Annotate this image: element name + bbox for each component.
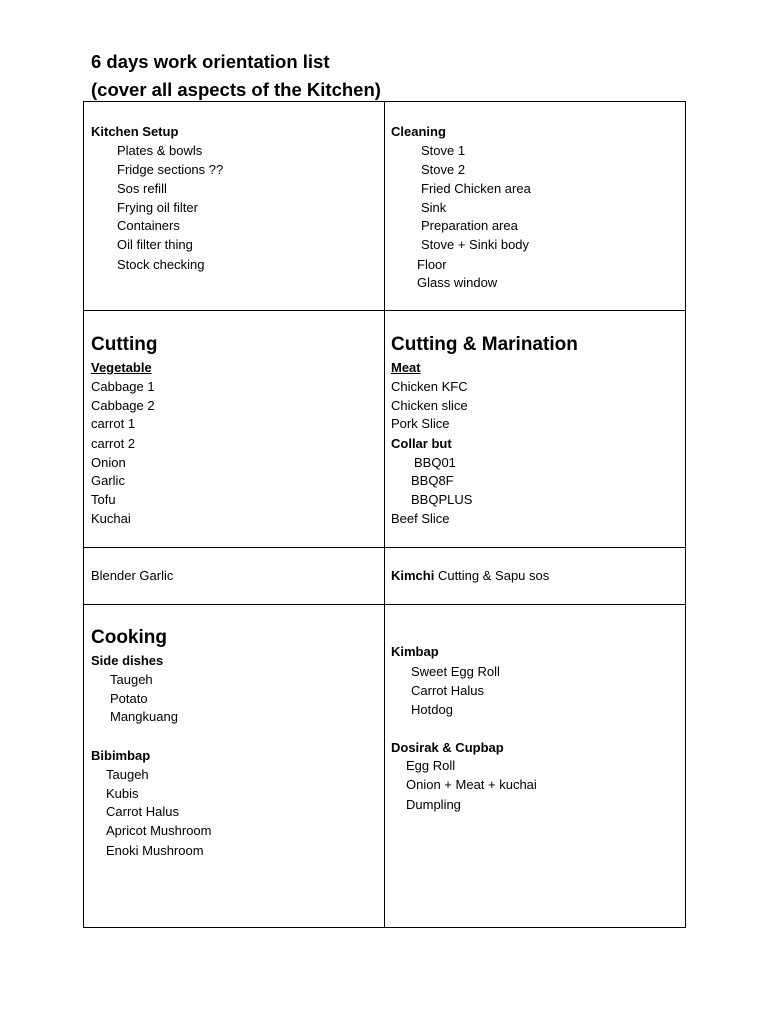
list-item: Stove + Sinki body — [421, 237, 530, 252]
list-item: Onion — [91, 455, 126, 470]
list-item: Stock checking — [117, 257, 205, 272]
cleaning-heading: Cleaning — [391, 124, 446, 139]
list-item: Carrot Halus — [411, 683, 484, 698]
cooking-heading: Cooking — [91, 627, 167, 648]
cutting-cell — [84, 311, 385, 548]
kitchen-setup-cell — [84, 102, 385, 311]
orientation-table — [83, 101, 686, 928]
blender-cell — [84, 548, 385, 605]
list-item: Preparation area — [421, 218, 518, 233]
list-item: Hotdog — [411, 702, 453, 717]
collar-but-heading: Collar but — [391, 436, 452, 451]
document-subtitle: (cover all aspects of the Kitchen) — [91, 79, 381, 100]
dosirak-heading: Dosirak & Cupbap — [391, 740, 504, 755]
meat-subheading: Meat — [391, 360, 421, 375]
list-item: Sink — [421, 200, 447, 215]
cutting-heading: Cutting — [91, 334, 158, 355]
list-item: Fridge sections ?? — [117, 162, 224, 177]
list-item: Beef Slice — [391, 511, 450, 526]
kitchen-setup-heading: Kitchen Setup — [91, 124, 179, 139]
list-item: Containers — [117, 218, 180, 233]
list-item: Kuchai — [91, 511, 131, 526]
list-item: Chicken slice — [391, 398, 468, 413]
list-item: Cabbage 2 — [91, 398, 155, 413]
side-dishes-heading: Side dishes — [91, 653, 164, 668]
kimbap-cell — [385, 605, 686, 928]
list-item: Carrot Halus — [106, 804, 179, 819]
list-item: Potato — [110, 691, 148, 706]
list-item: Fried Chicken area — [421, 181, 531, 196]
vegetable-subheading: Vegetable — [91, 360, 152, 375]
list-item: Floor — [417, 257, 447, 272]
list-item: Cabbage 1 — [91, 379, 155, 394]
cooking-cell — [84, 605, 385, 928]
list-item: Apricot Mushroom — [106, 823, 212, 838]
list-item: Oil filter thing — [117, 237, 193, 252]
list-item: Onion + Meat + kuchai — [406, 777, 537, 792]
kimchi-line — [391, 567, 549, 584]
list-item: Stove 2 — [421, 162, 466, 177]
kimbap-heading: Kimbap — [391, 644, 439, 659]
list-item: Tofu — [91, 492, 116, 507]
cutting-marination-heading: Cutting & Marination — [391, 334, 578, 355]
list-item: carrot 2 — [91, 436, 136, 451]
list-item: Taugeh — [106, 767, 149, 782]
list-item: Mangkuang — [110, 709, 178, 724]
document-title: 6 days work orientation list — [91, 51, 330, 72]
list-item: Pork Slice — [391, 416, 450, 431]
kimchi-label: Kimchi — [391, 568, 435, 583]
blender-garlic-text: Blender Garlic — [91, 568, 174, 583]
kimchi-text: Cutting & Sapu sos — [434, 568, 550, 583]
cutting-marination-cell — [385, 311, 686, 548]
bibimbap-heading: Bibimbap — [91, 748, 151, 763]
list-item: Sos refill — [117, 181, 167, 196]
list-item: Chicken KFC — [391, 379, 468, 394]
list-item: Glass window — [417, 275, 498, 290]
list-item: BBQPLUS — [411, 492, 473, 507]
list-item: carrot 1 — [91, 416, 136, 431]
list-item: Kubis — [106, 786, 139, 801]
list-item: Sweet Egg Roll — [411, 664, 500, 679]
list-item: BBQ01 — [414, 455, 456, 470]
list-item: BBQ8F — [411, 473, 454, 488]
list-item: Egg Roll — [406, 758, 456, 773]
cleaning-cell — [385, 102, 686, 311]
kimchi-cell — [385, 548, 686, 605]
list-item: Stove 1 — [421, 143, 466, 158]
list-item: Plates & bowls — [117, 143, 203, 158]
list-item: Garlic — [91, 473, 125, 488]
list-item: Taugeh — [110, 672, 153, 687]
list-item: Enoki Mushroom — [106, 843, 204, 858]
list-item: Dumpling — [406, 797, 461, 812]
list-item: Frying oil filter — [117, 200, 198, 215]
